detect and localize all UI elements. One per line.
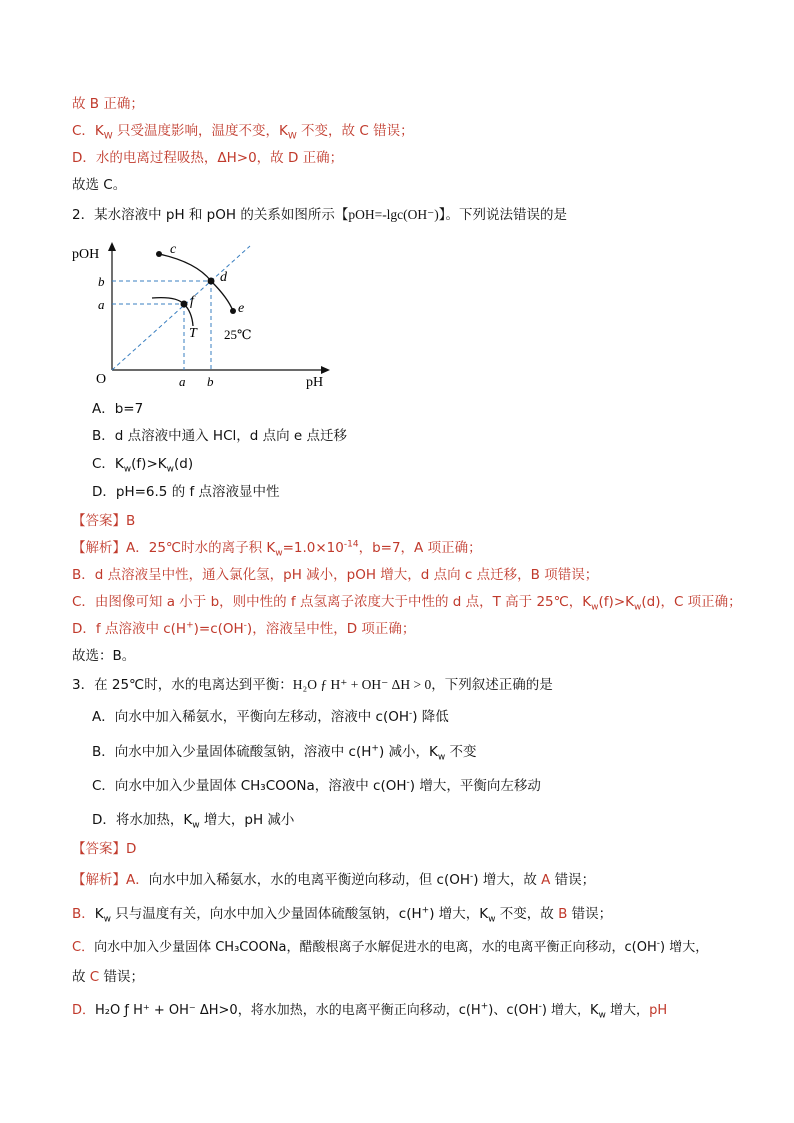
- neutral-line: [112, 246, 250, 370]
- q2-analysis-b: B．d 点溶液呈中性，通入氯化氢，pH 减小，pOH 增大，d 点向 c 点迁移，B 项错误；: [72, 567, 599, 583]
- prev-line-4: 故选 C。: [72, 177, 127, 193]
- q3-analysis-c: C．向水中加入少量固体 CH₃COONa，醋酸根离子水解促进水的电离，水的电离平衡正向移动，c(OH-) 增大，: [72, 938, 709, 955]
- point-d: [208, 278, 215, 285]
- q3-option-d: D．将水加热，$K_w$ 增大，pH 减小: [92, 812, 295, 831]
- y-tick-b: b: [98, 274, 105, 289]
- q2-answer: 【答案】B: [72, 513, 136, 529]
- prev-line-1: 故 B 正确；: [72, 96, 144, 112]
- y-tick-a: a: [98, 297, 105, 312]
- prev-line-3: D．水的电离过程吸热，ΔH>0，故 D 正确；: [72, 150, 344, 166]
- label-e: e: [238, 301, 245, 316]
- q3-answer: 【答案】D: [72, 841, 137, 857]
- x-axis-arrow: [321, 366, 330, 374]
- y-axis-arrow: [108, 242, 116, 251]
- x-axis-label: pH: [306, 375, 324, 390]
- q2-stem: 2．某水溶液中 pH 和 pOH 的关系如图所示【pOH=-lgc(OH⁻)】。下列说法错误的是: [72, 207, 568, 223]
- q3-analysis-b: B．$K_w$ 只与温度有关，向水中加入少量固体硫酸氢钠，c(H+) 增大，$K_w$ 不变，故 B 错误；: [72, 905, 613, 925]
- q2-analysis-c: C．由图像可知 a 小于 b，则中性的 f 点氢离子浓度大于中性的 d 点，T 高于 25℃，$K_w(f)>K_w(d)$，C 项正确；: [72, 594, 742, 613]
- point-c: [156, 251, 162, 257]
- x-tick-b: b: [207, 374, 214, 389]
- prev-line-2: C．$K_W$ 只受温度影响，温度不变，$K_W$ 不变，故 C 错误；: [72, 123, 414, 142]
- point-e: [230, 308, 236, 314]
- q3-analysis-a: 【解析】A．向水中加入稀氨水，水的电离平衡逆向移动，但 c(OH-) 增大，故 A 错误；: [72, 871, 596, 888]
- origin-label: O: [96, 372, 107, 387]
- label-c: c: [170, 242, 177, 257]
- q3-stem: 3．在 25℃时，水的电离达到平衡：H₂O ƒ H⁺ + OH⁻ ΔH > 0，下列叙述正确的是: [72, 677, 553, 693]
- curve-T: [152, 298, 193, 326]
- q2-option-c: C．$K_w(f)>K_w(d)$: [92, 456, 194, 475]
- point-f: [181, 301, 188, 308]
- q3-analysis-c-cont: 故 C 错误；: [72, 969, 145, 985]
- q2-analysis-d: D．f 点溶液中 c(H+)=c(OH-)，溶液呈中性，D 项正确；: [72, 620, 416, 637]
- q3-option-c: C．向水中加入少量固体 CH₃COONa，溶液中 c(OH-) 增大，平衡向左移动: [92, 777, 541, 794]
- q3-option-a: A．向水中加入稀氨水，平衡向左移动，溶液中 c(OH-) 降低: [92, 708, 449, 725]
- label-f: f: [190, 294, 194, 309]
- label-d: d: [220, 270, 227, 285]
- q2-conclusion: 故选：B。: [72, 648, 136, 664]
- q2-analysis-a: 【解析】A．25℃时水的离子积 $K_w=1.0\times 10^{-14}$，b=7，A 项正确；: [72, 539, 482, 559]
- q2-option-b: B．d 点溶液中通入 HCl，d 点向 e 点迁移: [92, 428, 347, 444]
- label-25c: 25℃: [224, 327, 252, 342]
- y-axis-label: pOH: [72, 247, 100, 262]
- q2-option-a: A．b=7: [92, 401, 144, 417]
- q2-option-d: D．pH=6.5 的 f 点溶液显中性: [92, 484, 280, 500]
- q3-analysis-d: D．H₂O ƒ H⁺ + OH⁻ ΔH>0，将水加热，水的电离平衡正向移动，c(H+)、c(OH-) 增大，$K_w$ 增大，pH: [72, 1001, 668, 1021]
- q2-graph: [68, 240, 348, 390]
- x-tick-a: a: [179, 374, 186, 389]
- q3-option-b: B．向水中加入少量固体硫酸氢钠，溶液中 c(H+) 减小，$K_w$ 不变: [92, 743, 477, 763]
- label-T: T: [189, 326, 197, 341]
